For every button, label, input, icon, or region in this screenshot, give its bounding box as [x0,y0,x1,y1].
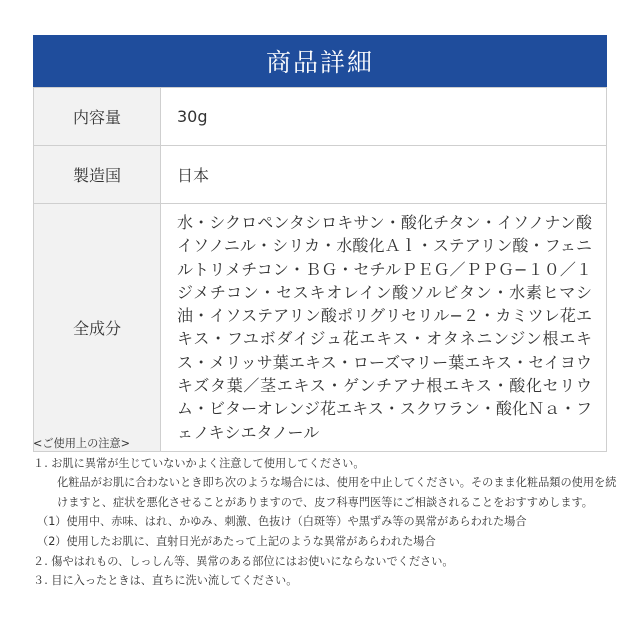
ingredients-list: 水・シクロペンタシロキサン・酸化チタン・イソノナン酸イソノニル・シリカ・水酸化Ａｌ・ステアリン酸・フェニルトリメチコン・ＢＧ・セチルＰＥＧ／ＰＰＧ−１０／１ジメチコン・セスキオレイン酸ソルビタン・水素ヒマシ油・イソステアリン酸ポリグリセリル−２・カミツレ花エキス・フユボダイジュ花エキス・オタネニンジン根エキス・メリッサ葉エキス・ローズマリー葉エキス・セイヨウキズタ葉／茎エキス・ゲンチアナ根エキス・酸化セリウム・ビターオレンジ花エキス・スクワラン・酸化Ｎａ・フェノキシエタノール [161,204,607,452]
row-value: 30g [161,88,607,146]
note-item-1: １. お肌に異常が生じていないかよく注意して使用してください。 [33,456,365,470]
page-title: 商品詳細 [265,48,374,77]
row-value: 日本 [161,146,607,204]
notes-heading: <ご使用上の注意> [33,437,131,450]
table-row-contents [34,88,607,146]
usage-notes [33,434,623,591]
row-label: 全成分 [34,204,161,452]
row-label: 製造国 [34,146,161,204]
spec-table [33,87,607,452]
note-item-1-detail: 化粧品がお肌に合わないとき即ち次のような場合には、使用を中止してください。そのまま化粧品類の使用を続けますと、症状を悪化させることがありますので、皮フ科専門医等にご相談されることをおすすめします。 [57,476,617,509]
table-row-country [34,146,607,204]
product-details-header [33,35,607,87]
row-label: 内容量 [34,88,161,146]
note-sub-item-2: （2）使用したお肌に、直射日光があたって上記のような異常があらわれた場合 [37,534,436,548]
note-sub-item-1: （1）使用中、赤味、はれ、かゆみ、刺激、色抜け（白斑等）や黒ずみ等の異常があらわれた場合 [37,515,527,529]
note-item-3: ３. 目に入ったときは、直ちに洗い流してください。 [33,574,298,588]
note-item-2: ２. 傷やはれもの、しっしん等、異常のある部位にはお使いにならないでください。 [33,554,454,568]
table-row-ingredients [34,204,607,452]
